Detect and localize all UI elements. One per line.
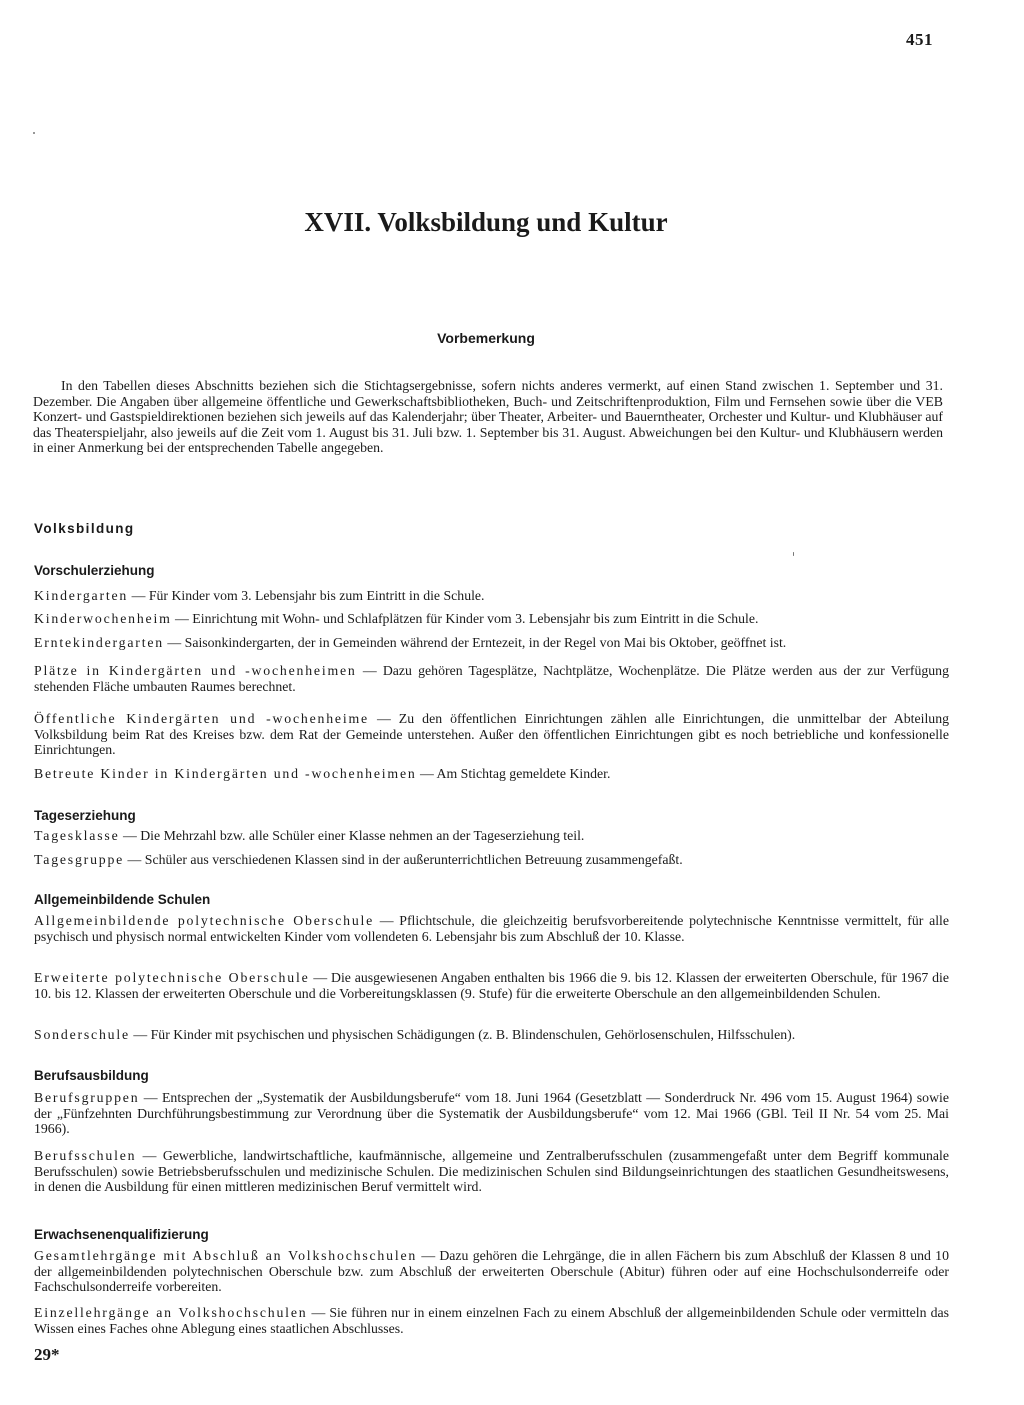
definition-text: — Zu den öffentlichen Einrichtungen zählen alle Einrichtungen, die unmittelbar der Abteilung Volksbildung beim Rat des Kreises bzw. dem Rat der Gemeinde unterstehen. Außer den öffentlichen Einrichtungen gibt es noch betriebliche und konfessionelle Einrichtungen. bbox=[34, 711, 950, 758]
definition-entry bbox=[34, 913, 949, 944]
main-heading: Volksbildung bbox=[34, 521, 135, 536]
definition-term: Tagesgruppe bbox=[34, 852, 125, 867]
definition-term: Berufsschulen bbox=[34, 1148, 137, 1163]
definition-entry bbox=[34, 1148, 949, 1195]
section-heading-vorschulerziehung: Vorschulerziehung bbox=[34, 563, 155, 578]
definition-text: — Einrichtung mit Wohn- und Schlafplätzen für Kinder vom 3. Lebensjahr bis zum Eintritt in die Schule. bbox=[171, 611, 759, 626]
definition-entry bbox=[34, 635, 949, 651]
definition-text: — Am Stichtag gemeldete Kinder. bbox=[416, 766, 611, 781]
section-heading-berufsausbildung: Berufsausbildung bbox=[34, 1068, 149, 1083]
definition-term: Einzellehrgänge an Volkshochschulen bbox=[34, 1305, 308, 1320]
definition-entry bbox=[34, 711, 949, 758]
definition-entry bbox=[34, 970, 949, 1001]
definition-term: Kinderwochenheim bbox=[34, 611, 172, 626]
section-title: Vorbemerkung bbox=[437, 329, 535, 346]
definition-term: Allgemeinbildende polytechnische Oberschule bbox=[34, 913, 375, 928]
definition-text: — Saisonkindergarten, der in Gemeinden während der Erntezeit, in der Regel von Mai bis Oktober, geöffnet ist. bbox=[163, 635, 787, 650]
definition-term: Plätze in Kindergärten und -wochenheimen bbox=[34, 663, 357, 678]
signature-mark: 29* bbox=[34, 1345, 60, 1364]
definition-text: — Schüler aus verschiedenen Klassen sind in der außerunterrichtlichen Betreuung zusammengefaßt. bbox=[124, 852, 683, 867]
definition-term: Öffentliche Kindergärten und -wochenheime bbox=[34, 711, 369, 726]
definition-term: Berufsgruppen bbox=[34, 1090, 140, 1105]
print-speck bbox=[793, 552, 794, 556]
definition-entry bbox=[34, 1027, 949, 1043]
intro-paragraph: In den Tabellen dieses Abschnitts beziehen sich die Stichtagsergebnisse, sofern nichts anderes vermerkt, auf einen Stand zwischen 1. September und 31. Dezember. Die Angaben über allgemeine öffentliche und Gewerkschaftsbibliotheken, Buch- und Zeitschriftenproduktion, Film und Fernsehen sowie über die VEB Konzert- und Gastspieldirektionen beziehen sich jeweils auf das Kalenderjahr; über Theater, Arbeiter- und Bauerntheater, Orchester und Kultur- und Klubhäuser auf das Theaterspieljahr, also jeweils auf die Zeit vom 1. August bis 31. Juli bzw. 1. September bis 31. August. Abweichungen bei den Kultur- und Klubhäusern werden in einer Anmerkung bei der entsprechenden Tabelle angegeben. bbox=[33, 378, 943, 456]
page-number: 451 bbox=[906, 30, 933, 49]
section-heading-erwachsenenqualifizierung: Erwachsenenqualifizierung bbox=[34, 1227, 209, 1242]
definition-entry bbox=[34, 663, 949, 694]
definition-text: — Die ausgewiesenen Angaben enthalten bis 1966 die 9. bis 12. Klassen der erweiterten Oberschule, für 1967 die 10. bis 12. Klassen der erweiterten Oberschule und die Vorbereitungsklassen (9. Stufe) für die erweiterte Oberschule an den allgemeinbildenden Schulen. bbox=[34, 970, 950, 1001]
definition-term: Kindergarten bbox=[34, 588, 129, 603]
definition-term: Tagesklasse bbox=[34, 828, 120, 843]
definition-text: — Dazu gehören Tagesplätze, Nachtplätze, Wochenplätze. Die Plätze werden aus der zur Verfügung stehenden Fläche umbauten Raumes berechnet. bbox=[34, 663, 949, 694]
definition-entry bbox=[34, 611, 949, 627]
definition-text: — Die Mehrzahl bzw. alle Schüler einer Klasse nehmen an der Tageserziehung teil. bbox=[119, 828, 585, 843]
definition-text: — Für Kinder vom 3. Lebensjahr bis zum Eintritt in die Schule. bbox=[128, 588, 485, 603]
chapter-title: XVII. Volksbildung und Kultur bbox=[304, 207, 668, 238]
definition-entry bbox=[34, 1090, 949, 1137]
definition-term: Erweiterte polytechnische Oberschule bbox=[34, 970, 310, 985]
definition-entry bbox=[34, 1305, 949, 1336]
definition-entry bbox=[34, 852, 949, 868]
definition-term: Gesamtlehrgänge mit Abschluß an Volkshochschulen bbox=[34, 1248, 418, 1263]
definition-term: Betreute Kinder in Kindergärten und -wochenheimen bbox=[34, 766, 417, 781]
definition-text: — Für Kinder mit psychischen und physischen Schädigungen (z. B. Blindenschulen, Gehörlosenschulen, Hilfsschulen). bbox=[129, 1027, 796, 1042]
definition-entry bbox=[34, 1248, 949, 1295]
definition-term: Sonderschule bbox=[34, 1027, 130, 1042]
section-heading-tageserziehung: Tageserziehung bbox=[34, 808, 136, 823]
definition-entry bbox=[34, 828, 949, 844]
definition-text: — Gewerbliche, landwirtschaftliche, kaufmännische, allgemeine und Zentralberufsschulen (zusammengefaßt unter dem Begriff kommunale Berufsschulen) sowie Betriebsberufsschulen und medizinische Schulen. Die medizinischen Schulen sind Bildungseinrichtungen des staatlichen Gesundheitswesens, in denen die Ausbildung für einen mittleren medizinischen Beruf vermittelt wird. bbox=[34, 1148, 949, 1195]
definition-entry bbox=[34, 588, 949, 604]
definition-entry bbox=[34, 766, 949, 782]
definition-text: — Entsprechen der „Systematik der Ausbildungsberufe“ vom 18. Juni 1964 (Gesetzblatt — Sonderdruck Nr. 496 vom 15. August 1964) sowie der „Fünfzehnten Durchführungsbestimmung zur Verordnung über die Systematik der Ausbildungsberufe“ vom 12. Mai 1966 (GBl. Teil II Nr. 54 vom 25. Mai 1966). bbox=[34, 1090, 949, 1137]
print-speck bbox=[33, 132, 35, 134]
definition-text: — Pflichtschule, die gleichzeitig berufsvorbereitende polytechnische Kenntnisse vermittelt, für alle psychisch und physisch normal entwickelten Kinder vom vollendeten 6. Lebensjahr bis zum Abschluß der 10. Klasse. bbox=[34, 913, 949, 944]
section-heading-allgemeinbildende-schulen: Allgemeinbildende Schulen bbox=[34, 892, 211, 907]
definition-text: — Dazu gehören die Lehrgänge, die in allen Fächern bis zum Abschluß der Klassen 8 und 10 der allgemeinbildenden polytechnischen Oberschule bzw. zum Abschluß der erweiterten Oberschule (Abitur) führen oder auf eine Hochschulsonderreife oder Fachschulsonderreife vorbereiten. bbox=[34, 1248, 949, 1295]
definition-term: Erntekindergarten bbox=[34, 635, 164, 650]
definition-text: — Sie führen nur in einem einzelnen Fach zu einem Abschluß der allgemeinbildenden Schule oder vermitteln das Wissen eines Faches ohne Ablegung eines staatlichen Abschlusses. bbox=[34, 1305, 949, 1336]
